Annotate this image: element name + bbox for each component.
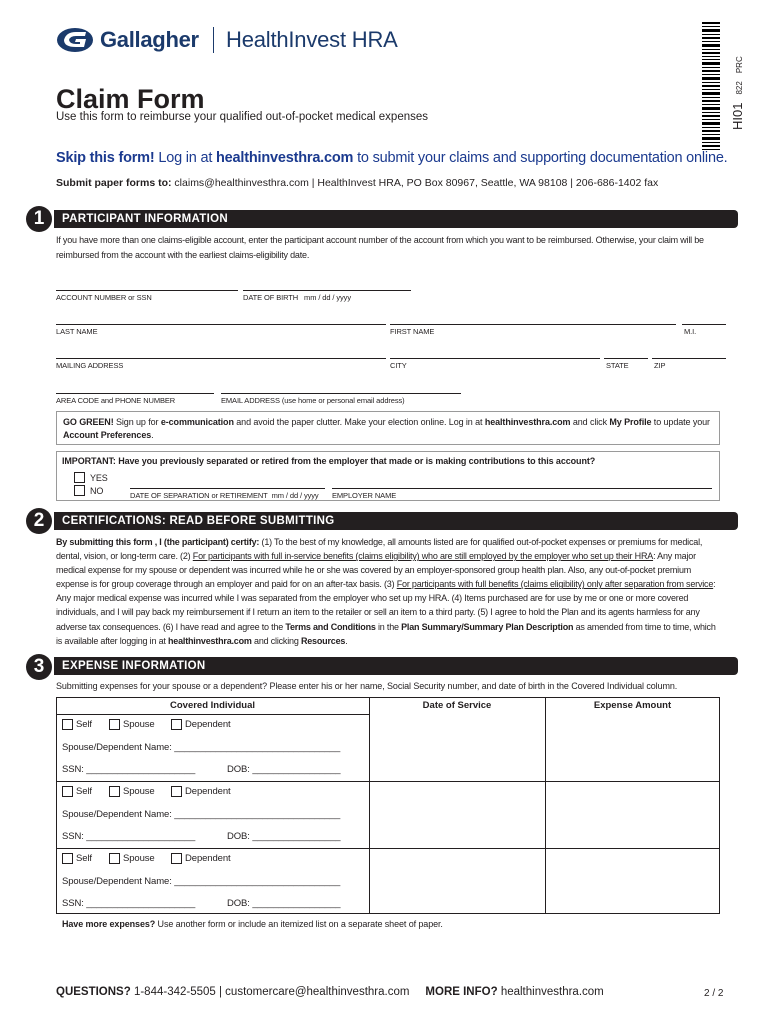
row3-ssn-field[interactable]: SSN: _____________________ [62,898,196,909]
row3-spouse-checkbox[interactable] [109,853,120,864]
row1-name-field[interactable]: Spouse/Dependent Name: ________________________________ [62,742,341,753]
row1-self-checkbox[interactable] [62,719,73,730]
row1-spouse-checkbox[interactable] [109,719,120,730]
certifications-text: By submitting this form , I (the participant) certify: (1) To the best of my knowledge, all amounts listed are for qualified out-of-pocket expenses or premiums for medical, dental, vision, or long-term care. (2) For participants with full in-service benefits (claims eligibility) who are still employed by the employer who set up their HRA: Any major medical expense for my spouse or dependent was incurred while he or she was covered by an employer-sponsored group health plan. Also, any out-of-pocket premium expense is for group coverage through an employer and paid for on an after-tax basis. (3) For participants with full benefits (claims eligibility) only after separation from service: Any major medical expense was incurred while I was separated from the employer who set up my HRA. (4) Items purchased are for use by me or one or more covered individuals, and I will pay back my reimbursement if I return an item to the retailer or sell an item to a third party. (5) I agree to hold the Plan and its agents harmless for any adverse tax consequences. (6) I have read and agree to the Terms and Conditions in the Plan Summary/Summary Plan Description as amended from time to time, which is available after logging in at healthinvesthra.com and clicking Resources. [56,537,716,646]
phone-label: AREA CODE and PHONE NUMBER [56,396,176,405]
col-head-date: Date of Service [422,700,492,711]
phone-input[interactable] [56,393,214,394]
row1-dependent-checkbox[interactable] [171,719,182,730]
email-input[interactable] [221,393,461,394]
col-head-amount: Expense Amount [593,700,672,711]
account-number-input[interactable] [56,290,238,291]
section-2-title: CERTIFICATIONS: READ BEFORE SUBMITTING [54,512,738,530]
section-3-intro: Submitting expenses for your spouse or a dependent? Please enter his or her name, Social Security number, and date of birth in the Covered Individual column. [56,681,678,691]
submit-paper-info [56,177,658,189]
row3-name-field[interactable]: Spouse/Dependent Name: ________________________________ [62,876,341,887]
form-code-suffix: PRC [735,56,744,74]
mi-input[interactable] [682,324,726,325]
row3-dependent-checkbox[interactable] [171,853,182,864]
gallagher-logo-icon [56,27,94,53]
expense-row: Self Spouse Dependent Spouse/Dependent Name: ________________________________ SSN: _____________________ DOB: _________________ [62,719,341,775]
last-name-input[interactable] [56,324,386,325]
barcode [702,22,720,150]
skip-middle: Log in at [154,150,217,166]
dob-input[interactable] [243,290,411,291]
section-1-intro: If you have more than one claims-eligible account, enter the participant account number of the account from which you want to be reimbursed. Otherwise, your claim will be reimbursed from the account with the earliest claims-eligibility date. [56,235,704,260]
separated-no-label: NO [90,486,104,496]
section-3-number: 3 [26,654,52,680]
row1-dob-field[interactable]: DOB: _________________ [227,764,341,775]
dob-label: DATE OF BIRTH mm / dd / yyyy [243,293,351,302]
employer-name-input[interactable] [332,488,712,489]
row2-spouse-checkbox[interactable] [109,786,120,797]
mailing-address-input[interactable] [56,358,386,359]
separated-yes-label: YES [90,473,108,483]
cert-site-link[interactable]: healthinvesthra.com [167,635,252,646]
skip-site-link[interactable]: healthinvesthra.com [216,150,354,166]
product-name: HealthInvest HRA [226,27,398,52]
section-1-number: 1 [26,206,52,232]
page-number: 2 / 2 [704,988,724,999]
skip-form-notice [56,150,728,166]
submit-paper-label: Submit paper forms to: [56,177,172,189]
section-2-number: 2 [26,508,52,534]
footer-questions-text: 1-844-342-5505 | customercare@healthinvesthra.com [130,986,410,998]
first-name-label: FIRST NAME [390,327,435,336]
row2-self-checkbox[interactable] [62,786,73,797]
employer-name-label: EMPLOYER NAME [332,491,397,500]
account-number-label: ACCOUNT NUMBER or SSN [56,293,152,302]
separation-date-input[interactable] [130,488,325,489]
row3-dob-field[interactable]: DOB: _________________ [227,898,341,909]
city-label: CITY [390,361,407,370]
expense-row: Self Spouse Dependent Spouse/Dependent Name: ________________________________ SSN: _____________________ DOB: _________________ [62,786,341,842]
section-3-title: EXPENSE INFORMATION [54,657,738,675]
row2-dob-field[interactable]: DOB: _________________ [227,831,341,842]
state-label: STATE [606,361,629,370]
row2-dependent-checkbox[interactable] [171,786,182,797]
go-green-site-link[interactable]: healthinvesthra.com [484,417,571,427]
expense-table [56,697,720,932]
mailing-address-label: MAILING ADDRESS [56,361,124,370]
page-subtitle: Use this form to reimburse your qualified out-of-pocket medical expenses [56,111,429,123]
submit-paper-text: claims@healthinvesthra.com | HealthInvest HRA, PO Box 80967, Seattle, WA 98108 | 206-686-1402 fax [171,177,659,189]
brand-name: Gallagher [100,27,199,52]
skip-tail: to submit your claims and supporting documentation online. [353,150,728,166]
row1-ssn-field[interactable]: SSN: _____________________ [62,764,196,775]
row3-self-checkbox[interactable] [62,853,73,864]
important-question: IMPORTANT: Have you previously separated or retired from the employer that made or is making contributions to this account? [62,456,596,466]
row2-name-field[interactable]: Spouse/Dependent Name: ________________________________ [62,809,341,820]
more-expenses-note: Have more expenses? Use another form or include an itemized list on a separate sheet of paper. [62,919,443,929]
footer-contact: QUESTIONS? 1-844-342-5505 | customercare@healthinvesthra.com MORE INFO? healthinvesthra.com [56,986,604,998]
separation-date-label: DATE OF SEPARATION or RETIREMENT mm / dd / yyyy [130,491,319,500]
footer-more-link[interactable]: healthinvesthra.com [497,986,604,998]
last-name-label: LAST NAME [56,327,98,336]
go-green-box: GO GREEN! Sign up for e-communication and avoid the paper clutter. Make your election online. Log in at healthinvesthra.com and click My Profile to update your Account Preferences. [56,411,720,445]
page-title: Claim Form [56,84,205,114]
mi-label: M.I. [684,327,697,336]
col-head-covered: Covered Individual [170,700,255,711]
separated-no-checkbox[interactable] [74,485,85,496]
skip-lead: Skip this form! [56,150,155,166]
form-code-id: HI01 [730,102,745,130]
zip-input[interactable] [652,358,726,359]
email-label: EMAIL ADDRESS (use home or personal email address) [221,396,405,405]
logo-divider [213,27,214,53]
zip-label: ZIP [654,361,666,370]
expense-row: Self Spouse Dependent Spouse/Dependent Name: ________________________________ SSN: _____________________ DOB: _________________ [62,853,341,909]
row2-ssn-field[interactable]: SSN: _____________________ [62,831,196,842]
section-1-title: PARTICIPANT INFORMATION [54,210,738,228]
first-name-input[interactable] [390,324,676,325]
form-code [730,30,744,130]
form-code-date: 822 [735,81,744,95]
state-input[interactable] [604,358,648,359]
separated-yes-checkbox[interactable] [74,472,85,483]
city-input[interactable] [390,358,600,359]
